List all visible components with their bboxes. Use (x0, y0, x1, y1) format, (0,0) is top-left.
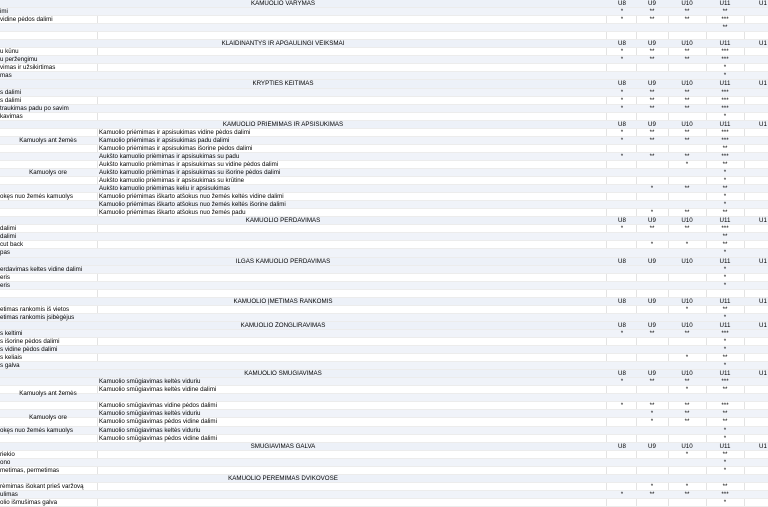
level-cell: * (723, 458, 727, 466)
table-row (0, 113, 768, 121)
level-cell: U1 (759, 321, 767, 329)
skill-cell: ulimas (0, 490, 18, 498)
group-label: Kamuolys ore (29, 168, 67, 176)
exercise-cell: Kamuolio priėmimas ir apsisukimas vidine pėdos dalimi (99, 128, 251, 136)
level-cell: ** (722, 241, 728, 249)
level-cell: * (620, 152, 624, 160)
level-cell: ** (649, 402, 655, 410)
exercise-cell: Aukšto kamuolio priėmimas ir apsisukimas su vidine pėdos dalimi (99, 160, 279, 168)
exercise-cell: Aukšto kamuolio priėmimas ir apsisukimas su padu (99, 152, 240, 160)
table-row (0, 249, 768, 257)
level-cell: ** (722, 144, 728, 152)
skill-cell: imi (0, 8, 8, 16)
level-cell: ** (722, 233, 728, 241)
level-cell: U8 (618, 120, 626, 128)
level-cell: * (723, 265, 727, 273)
level-cell: ** (649, 490, 655, 498)
table-row (0, 209, 768, 217)
level-cell: U11 (719, 40, 731, 48)
level-cell: * (723, 346, 727, 354)
level-cell: U10 (681, 321, 693, 329)
table-row (0, 56, 768, 64)
level-cell: ** (649, 16, 655, 24)
level-cell: U1 (759, 80, 767, 88)
level-cell: * (723, 249, 727, 257)
skill-cell: olio išmušimas galva (0, 498, 58, 506)
table-row (0, 32, 768, 40)
level-cell: U1 (759, 442, 767, 450)
level-cell: ** (684, 88, 690, 96)
section-title: KLAIDINANTYS IR APGAULINGI VEIKSMAI (221, 40, 345, 48)
level-cell: U1 (759, 257, 767, 265)
level-cell: * (685, 450, 689, 458)
level-cell: ** (649, 136, 655, 144)
level-cell: U8 (618, 80, 626, 88)
table-row (0, 362, 768, 370)
level-cell: * (723, 112, 727, 120)
level-cell: U1 (759, 297, 767, 305)
level-cell: * (685, 386, 689, 394)
skill-cell: mas (0, 72, 12, 80)
skill-cell: okęs nuo žemės kamuolys (0, 426, 73, 434)
exercise-cell: Aukšto kamuolio priėmimas ir apsisukimas su krūtine (99, 177, 245, 185)
level-cell: U10 (681, 370, 693, 378)
level-cell: * (650, 241, 654, 249)
level-cell: ** (722, 305, 728, 313)
level-cell: U9 (648, 370, 656, 378)
level-cell: ** (684, 56, 690, 64)
table-row (0, 467, 768, 475)
level-cell: ** (684, 402, 690, 410)
level-cell: ** (684, 418, 690, 426)
section-header-row (0, 475, 768, 483)
level-cell: U9 (648, 442, 656, 450)
exercise-cell: Aukšto kamuolio priėmimas ir apsisukimas su išorine pėdos dalimi (99, 169, 281, 176)
exercise-cell: Kamuolio priėmimas iškarto atšokus nuo žemės padu (99, 209, 246, 217)
exercise-cell: Kamuolio priėmimas iškarto atšokus nuo žemės keltės vidine dalimi (99, 193, 284, 201)
skill-cell: cut back (0, 241, 24, 249)
table-row (0, 72, 768, 80)
level-cell: * (723, 498, 727, 506)
level-cell: * (723, 201, 727, 209)
table-row (0, 491, 768, 499)
table-row (0, 499, 768, 507)
level-cell: ** (649, 104, 655, 112)
skill-cell: dalimi (0, 233, 17, 241)
skill-cell: pas (0, 249, 10, 257)
skill-cell: kavimas (0, 112, 23, 120)
level-cell: * (620, 402, 624, 410)
section-header-row (0, 258, 768, 266)
level-cell: U8 (618, 297, 626, 305)
level-cell: *** (721, 104, 729, 112)
group-label: Kamuolys ant žemės (19, 390, 77, 398)
table-row (0, 346, 768, 354)
level-cell: *** (721, 56, 729, 64)
level-cell: U11 (719, 321, 731, 329)
level-cell: U11 (719, 257, 731, 265)
level-cell: * (620, 8, 624, 16)
level-cell: ** (684, 136, 690, 144)
level-cell: U8 (618, 442, 626, 450)
table-row (0, 314, 768, 322)
table-row (0, 483, 768, 491)
level-cell: ** (684, 152, 690, 160)
level-cell: U8 (618, 0, 626, 7)
level-cell: U9 (648, 0, 656, 7)
level-cell: * (685, 160, 689, 168)
skill-cell: eris (0, 281, 10, 289)
table-row (0, 129, 768, 137)
table-row (0, 451, 768, 459)
level-cell: ** (684, 48, 690, 56)
level-cell: ** (649, 8, 655, 16)
level-cell: U11 (719, 217, 731, 225)
level-cell: ** (684, 104, 690, 112)
level-cell: *** (721, 48, 729, 56)
table-row (0, 193, 768, 201)
level-cell: U8 (618, 40, 626, 48)
table-row (0, 410, 768, 418)
section-header-row (0, 121, 768, 129)
level-cell: ** (722, 209, 728, 217)
table-row (0, 338, 768, 346)
level-cell: U11 (719, 120, 731, 128)
level-cell: U9 (648, 321, 656, 329)
level-cell: ** (649, 128, 655, 136)
exercise-cell: Kamuolio smūgiavimas vidine pėdos dalimi (99, 402, 217, 410)
level-cell: ** (722, 418, 728, 426)
level-cell: ** (722, 185, 728, 193)
level-cell: ** (684, 209, 690, 217)
level-cell: ** (684, 225, 690, 233)
skill-cell: okęs nuo žemės kamuolys (0, 193, 73, 201)
table-row (0, 274, 768, 282)
level-cell: U8 (618, 217, 626, 225)
section-title: SMŪGIAVIMAS GALVA (250, 442, 316, 450)
level-cell: U11 (719, 370, 731, 378)
level-cell: *** (721, 16, 729, 24)
level-cell: ** (722, 24, 728, 32)
table-row (0, 402, 768, 410)
level-cell: ** (722, 410, 728, 418)
level-cell: U11 (719, 442, 731, 450)
level-cell: * (620, 136, 624, 144)
level-cell: * (685, 305, 689, 313)
skill-cell: s keliais (0, 354, 23, 362)
section-title: KAMUOLIO ŽONGLIRAVIMAS (240, 321, 326, 329)
skill-cell: s keltimi (0, 329, 23, 337)
level-cell: ** (649, 225, 655, 233)
skill-cell: s dalimi (0, 88, 21, 96)
level-cell: ** (684, 185, 690, 193)
exercise-cell: Kamuolio smūgiavimas pėdos vidine dalimi (99, 418, 217, 426)
skill-cell: metimas, permetimas (0, 466, 60, 474)
level-cell: * (620, 104, 624, 112)
level-cell: * (620, 225, 624, 233)
level-cell: *** (721, 225, 729, 233)
table-row (0, 418, 768, 426)
level-cell: U9 (648, 40, 656, 48)
level-cell: * (620, 329, 624, 337)
table-row (0, 378, 768, 386)
level-cell: U10 (681, 120, 693, 128)
section-header-row (0, 40, 768, 48)
level-cell: ** (684, 490, 690, 498)
section-title: ILGAS KAMUOLIO PERDAVIMAS (235, 257, 331, 265)
level-cell: * (685, 354, 689, 362)
table-row (0, 241, 768, 249)
table-row (0, 48, 768, 56)
level-cell: ** (649, 88, 655, 96)
level-cell: *** (721, 136, 729, 144)
group-label: Kamuolys ore (29, 414, 67, 422)
section-header-row (0, 370, 768, 378)
level-cell: * (650, 209, 654, 217)
level-cell: U9 (648, 297, 656, 305)
level-cell: ** (722, 386, 728, 394)
table-row (0, 153, 768, 161)
table-row (0, 97, 768, 105)
level-cell: U9 (648, 257, 656, 265)
level-cell: U11 (719, 0, 731, 7)
table-row (0, 459, 768, 467)
table-row (0, 233, 768, 241)
level-cell: * (723, 281, 727, 289)
level-cell: ** (684, 128, 690, 136)
skill-cell: vidine pėdos dalimi (0, 16, 53, 24)
table-row (0, 8, 768, 16)
section-header-row (0, 443, 768, 451)
level-cell: * (723, 362, 727, 370)
table-row (0, 105, 768, 113)
skill-cell: u kūnu (0, 48, 19, 56)
skill-cell: dalimi (0, 225, 17, 233)
level-cell: * (723, 338, 727, 345)
table-row (0, 290, 768, 298)
table-row (0, 137, 768, 145)
section-header-row (0, 298, 768, 306)
skill-cell: etimas rankomis įsibėgėjus (0, 313, 75, 321)
level-cell: ** (684, 378, 690, 386)
level-cell: * (723, 177, 727, 185)
level-cell: ** (722, 354, 728, 362)
level-cell: ** (649, 56, 655, 64)
level-cell: U10 (681, 217, 693, 225)
skill-cell: s išorine pėdos dalimi (0, 338, 60, 345)
level-cell: *** (721, 128, 729, 136)
level-cell: * (620, 88, 624, 96)
level-cell: ** (649, 48, 655, 56)
skill-cell: s galva (0, 362, 20, 370)
table-row (0, 201, 768, 209)
level-cell: * (620, 96, 624, 104)
skill-cell: traukimas padu po savim (0, 104, 69, 112)
level-cell: *** (721, 96, 729, 104)
table-row (0, 266, 768, 274)
table-row (0, 16, 768, 24)
level-cell: * (723, 273, 727, 281)
level-cell: U1 (759, 370, 767, 378)
level-cell: *** (721, 402, 729, 410)
level-cell: * (723, 193, 727, 201)
section-header-row (0, 80, 768, 88)
level-cell: U11 (719, 297, 731, 305)
level-cell: U10 (681, 442, 693, 450)
level-cell: ** (649, 96, 655, 104)
level-cell: U1 (759, 0, 767, 7)
level-cell: * (723, 426, 727, 434)
section-title: KAMUOLIO PERDAVIMAS (245, 217, 321, 225)
exercise-cell: Kamuolio smūgiavimas keltės viduriu (99, 426, 201, 434)
level-cell: U10 (681, 0, 693, 7)
level-cell: U10 (681, 40, 693, 48)
skill-cell: erdavimas keltes vidine dalimi (0, 265, 83, 273)
skill-cell: s dalimi (0, 96, 21, 104)
exercise-cell: Kamuolio priėmimas iškarto atšokus nuo žemės keltės išorine dalimi (99, 201, 286, 209)
level-cell: ** (722, 160, 728, 168)
level-cell: * (723, 72, 727, 80)
level-cell: * (685, 241, 689, 249)
exercise-cell: Kamuolio priėmimas ir apsisukimas išorine pėdos dalimi (99, 144, 253, 152)
skill-cell: ono (0, 458, 11, 466)
level-cell: U1 (759, 217, 767, 225)
level-cell: ** (649, 329, 655, 337)
level-cell: U10 (681, 80, 693, 88)
skill-cell: rėmimas išokant prieš varžovą (0, 482, 84, 490)
exercise-cell: Kamuolio priėmimas ir apsisukimas padu dalimi (99, 136, 230, 144)
skill-cell: etimas rankomis iš vietos (0, 305, 70, 313)
table-row (0, 177, 768, 185)
level-cell: * (620, 48, 624, 56)
section-title: KAMUOLIO SMŪGIAVIMAS (244, 370, 322, 378)
table-row (0, 64, 768, 72)
level-cell: ** (722, 8, 728, 16)
level-cell: U8 (618, 370, 626, 378)
table-row (0, 24, 768, 32)
level-cell: U10 (681, 297, 693, 305)
level-cell: *** (721, 378, 729, 386)
group-label: Kamuolys ant žemės (19, 136, 77, 144)
section-title: KAMUOLIO VARYMAS (250, 0, 316, 7)
level-cell: ** (722, 450, 728, 458)
exercise-cell: Kamuolio smūgiavimas keltės viduriu (99, 410, 201, 418)
section-header-row (0, 322, 768, 330)
level-cell: * (723, 466, 727, 474)
table-row (0, 394, 768, 402)
exercise-cell: Aukšto kamuolio priėmimas keliu ir apsisukimas (99, 185, 231, 193)
skill-cell: eris (0, 273, 10, 281)
level-cell: U1 (759, 120, 767, 128)
level-cell: ** (649, 152, 655, 160)
level-cell: U9 (648, 120, 656, 128)
level-cell: ** (722, 482, 728, 490)
section-title: KRYPTIES KEITIMAS (252, 80, 314, 88)
table-row (0, 225, 768, 233)
section-title: KAMUOLIO ĮMETIMAS RANKOMIS (233, 297, 333, 305)
level-cell: * (620, 56, 624, 64)
level-cell: * (650, 418, 654, 426)
level-cell: U8 (618, 321, 626, 329)
table-row (0, 427, 768, 435)
section-title: KAMUOLIO PRIĖMIMAS IR APSISUKIMAS (222, 120, 344, 128)
table-row (0, 161, 768, 169)
skill-cell: u peržengimu (0, 56, 38, 64)
section-title: KAMUOLIO PERĖMIMAS DVIKOVOSE (228, 474, 338, 482)
section-header-row (0, 217, 768, 225)
level-cell: * (620, 128, 624, 136)
level-cell: U11 (719, 80, 731, 88)
level-cell: *** (721, 88, 729, 96)
table-row (0, 89, 768, 97)
skill-cell: s vidine pėdos dalimi (0, 346, 58, 354)
table-row (0, 306, 768, 314)
level-cell: *** (721, 152, 729, 160)
level-cell: ** (684, 96, 690, 104)
exercise-cell: Kamuolio smūgiavimas keltės viduriu (99, 378, 201, 386)
exercise-cell: Kamuolio smūgiavimas keltės vidine dalimi (99, 386, 217, 394)
level-cell: * (650, 482, 654, 490)
table-row (0, 282, 768, 290)
level-cell: ** (684, 8, 690, 16)
level-cell: *** (721, 329, 729, 337)
level-cell: U8 (618, 257, 626, 265)
table-row (0, 145, 768, 153)
level-cell: * (620, 378, 624, 386)
level-cell: * (723, 434, 727, 442)
skill-cell: vimas ir užsikirtimas (0, 64, 56, 72)
table-row (0, 354, 768, 362)
level-cell: ** (684, 16, 690, 24)
level-cell: * (650, 185, 654, 193)
section-header-row (0, 0, 768, 8)
level-cell: U1 (759, 40, 767, 48)
level-cell: U9 (648, 80, 656, 88)
level-cell: * (620, 16, 624, 24)
exercise-cell: Kamuolio smūgiavimas pėdos vidine dalimi (99, 434, 217, 442)
level-cell: * (723, 313, 727, 321)
table-row (0, 386, 768, 394)
table-row (0, 330, 768, 338)
level-cell: *** (721, 490, 729, 498)
level-cell: * (723, 169, 727, 176)
level-cell: ** (649, 378, 655, 386)
table-row (0, 169, 768, 177)
level-cell: U10 (681, 257, 693, 265)
table-row (0, 435, 768, 443)
level-cell: ** (684, 410, 690, 418)
table-row (0, 185, 768, 193)
level-cell: * (650, 410, 654, 418)
level-cell: * (685, 482, 689, 490)
level-cell: ** (684, 329, 690, 337)
level-cell: * (620, 490, 624, 498)
skill-cell: riekio (0, 450, 15, 458)
level-cell: * (723, 64, 727, 72)
level-cell: U9 (648, 217, 656, 225)
